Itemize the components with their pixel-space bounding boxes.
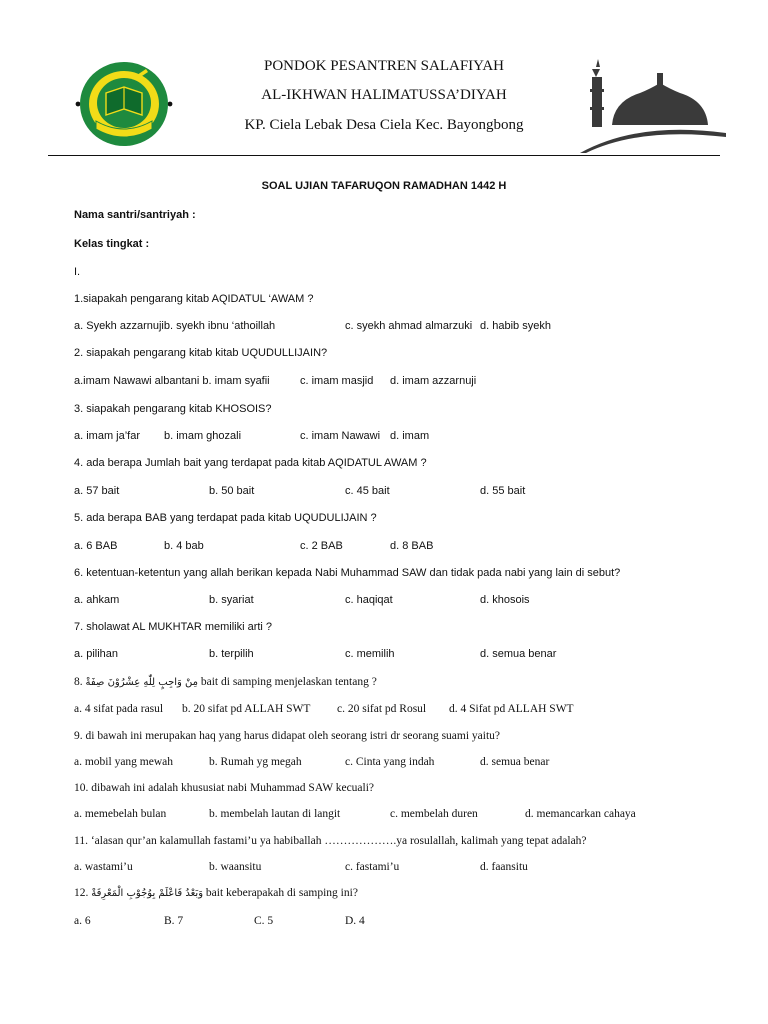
question-8 (74, 675, 377, 690)
q6-option-c: c. haqiqat (345, 594, 393, 606)
class-level-label: Kelas tingkat : (74, 238, 150, 250)
question-10: 10. dibawah ini adalah khususiat nabi Muhammad SAW kecuali? (74, 782, 375, 794)
school-name: PONDOK PESANTREN SALAFIYAH (263, 58, 505, 74)
question-4: 4. ada berapa Jumlah bait yang terdapat pada kitab AQIDATUL AWAM ? (74, 457, 427, 469)
q4-option-a: a. 57 bait (74, 485, 120, 497)
q4-option-c: c. 45 bait (345, 485, 390, 497)
q8-number: 8. (74, 676, 83, 688)
q12-option-d: D. 4 (345, 915, 365, 927)
q9-option-b: b. Rumah yg megah (209, 756, 302, 768)
q12-arabic-verse: وَبَعْدُ فَاعْلَمْ بِوُجُوْبِ الْمَعْرِفَةْ (91, 888, 204, 899)
exam-title: SOAL UJIAN TAFARUQON RAMADHAN 1442 H (261, 180, 507, 192)
q10-option-b: b. membelah lautan di langit (209, 808, 341, 820)
q12-number: 12. (74, 887, 89, 899)
school-subname: AL-IKHWAN HALIMATUSSA’DIYAH (261, 87, 507, 103)
q12-question-text: bait keberapakah di samping ini? (205, 887, 358, 899)
q9-option-a: a. mobil yang mewah (74, 756, 174, 768)
q2-option-ab: a.imam Nawawi albantani b. imam syafii (74, 375, 270, 387)
q10-option-d: d. memancarkan cahaya (525, 808, 636, 820)
q3-option-b: b. imam ghozali (164, 430, 242, 442)
mosque-icon (578, 55, 728, 155)
q8-option-a: a. 4 sifat pada rasul (74, 703, 164, 715)
header-divider (48, 155, 720, 156)
q3-option-a: a. imam ja’far (74, 430, 141, 442)
q7-option-c: c. memilih (345, 648, 395, 660)
q11-option-b: b. waansitu (209, 861, 262, 873)
q6-option-b: b. syariat (209, 594, 254, 606)
q10-option-a: a. memebelah bulan (74, 808, 167, 820)
q6-option-d: d. khosois (480, 594, 530, 606)
q5-option-d: d. 8 BAB (390, 540, 434, 552)
q8-option-b: b. 20 sifat pd ALLAH SWT (182, 703, 311, 715)
q3-option-d: d. imam (390, 430, 430, 442)
q8-arabic-verse: مِنْ وَاجِبٍ لِلّٰهِ عِشْرُوْنَ صِفَةْ (85, 677, 198, 688)
q8-option-c: c. 20 sifat pd Rosul (337, 703, 427, 715)
q3-option-c: c. imam Nawawi (300, 430, 381, 442)
q4-option-d: d. 55 bait (480, 485, 526, 497)
student-name-label: Nama santri/santriyah : (74, 209, 196, 221)
q8-option-d: d. 4 Sifat pd ALLAH SWT (449, 703, 574, 715)
question-12 (74, 886, 358, 901)
q7-option-d: d. semua benar (480, 648, 557, 660)
q1-option-ab: a. Syekh azzarnujib. syekh ibnu ‘athoillah (74, 320, 276, 332)
mosque-base-curve (580, 130, 726, 153)
q6-option-a: a. ahkam (74, 594, 120, 606)
q1-option-d: d. habib syekh (480, 320, 551, 332)
q5-option-c: c. 2 BAB (300, 540, 343, 552)
q12-option-c: C. 5 (254, 915, 274, 927)
section-number: I. (74, 266, 81, 278)
q2-option-d: d. imam azzarnuji (390, 375, 477, 387)
q11-option-c: c. fastami’u (345, 861, 400, 873)
q8-question-text: bait di samping menjelaskan tentang ? (200, 676, 377, 688)
q7-option-a: a. pilihan (74, 648, 119, 660)
q7-option-b: b. terpilih (209, 648, 254, 660)
question-2: 2. siapakah pengarang kitab kitab UQUDULLIJAIN? (74, 347, 328, 359)
question-6: 6. ketentuan-ketentun yang allah berikan kepada Nabi Muhammad SAW dan tidak pada nabi yang lain di sebut? (74, 567, 621, 579)
q5-option-b: b. 4 bab (164, 540, 204, 552)
q12-option-b: B. 7 (164, 915, 184, 927)
q4-option-b: b. 50 bait (209, 485, 255, 497)
question-11: 11. ‘alasan qur’an kalamullah fastami’u ya habiballah ……………….ya rosulallah, kalimah yang tepat adalah? (74, 835, 587, 847)
question-7: 7. sholawat AL MUKHTAR memiliki arti ? (74, 621, 273, 633)
question-9: 9. di bawah ini merupakan haq yang harus didapat oleh seorang istri dr seorang suami yaitu? (74, 730, 501, 742)
q9-option-c: c. Cinta yang indah (345, 756, 435, 768)
q1-option-c: c. syekh ahmad almarzuki (345, 320, 473, 332)
question-1: 1.siapakah pengarang kitab AQIDATUL ‘AWAM ? (74, 293, 314, 305)
q2-option-c: c. imam masjid (300, 375, 374, 387)
question-5: 5. ada berapa BAB yang terdapat pada kitab UQUDULIJAIN ? (74, 512, 377, 524)
q5-option-a: a. 6 BAB (74, 540, 118, 552)
q10-option-c: c. membelah duren (390, 808, 478, 820)
q9-option-d: d. semua benar (480, 756, 550, 768)
school-address: KP. Ciela Lebak Desa Ciela Kec. Bayongbong (244, 117, 524, 133)
q11-option-d: d. faansitu (480, 861, 528, 873)
q12-option-a: a. 6 (74, 915, 91, 927)
mosque-dome (612, 83, 708, 125)
question-3: 3. siapakah pengarang kitab KHOSOIS? (74, 403, 272, 415)
q11-option-a: a. wastami’u (74, 861, 133, 873)
